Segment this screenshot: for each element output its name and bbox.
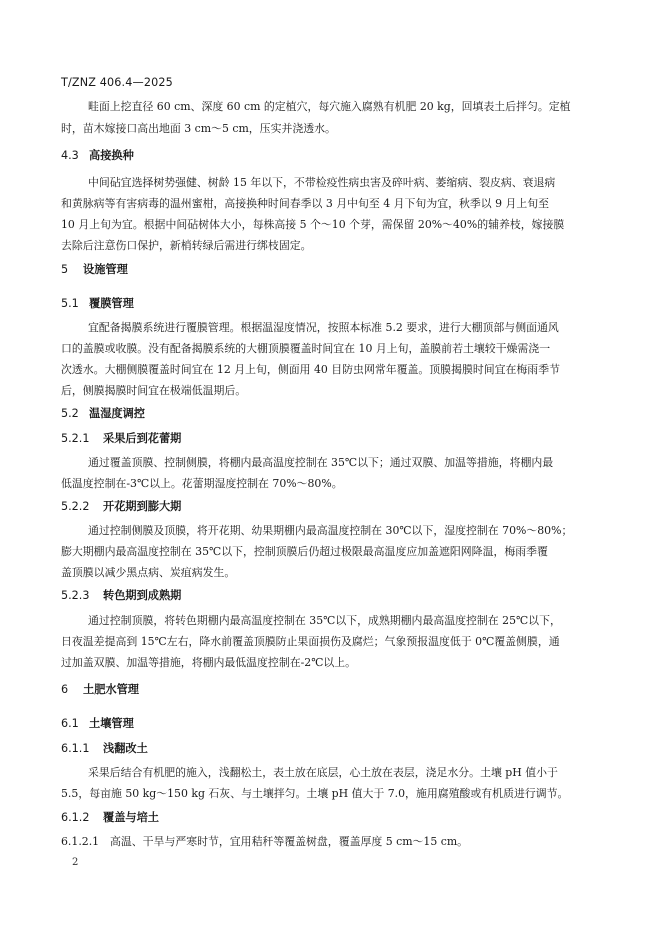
paragraph-line: 过加盖双膜、加温等措施，将棚内最低温度控制在-2℃以上。 [61, 656, 357, 669]
heading-number: 6 [61, 683, 69, 696]
heading-title: 土壤管理 [89, 717, 134, 730]
paragraph-line: 时，苗木嫁接口高出地面 3 cm～5 cm，压实并浇透水。 [61, 122, 336, 135]
heading-number: 4.3 [61, 149, 79, 162]
paragraph-line: 中间砧宜选择树势强健、树龄 15 年以下，不带检疫性病虫害及碎叶病、萎缩病、裂皮病、衰退病 [88, 176, 556, 189]
paragraph-line: 通过控制侧膜及顶膜，将开花期、幼果期棚内最高温度控制在 30℃以下，湿度控制在 70%～80%； [88, 524, 573, 537]
paragraph-line: 去除后注意伤口保护，新梢转绿后需进行绑枝固定。 [61, 239, 312, 252]
heading-5 [61, 263, 128, 277]
paragraph-line: 次透水。大棚侧膜覆盖时间宜在 12 月上旬，侧面用 40 目防虫网常年覆盖。顶膜揭膜时间宜在梅雨季节 [61, 363, 560, 376]
heading-title: 转色期到成熟期 [103, 589, 182, 602]
heading-number: 6.1 [61, 717, 79, 730]
paragraph-line: 10 月上旬为宜。根据中间砧树体大小，每株高接 5 个～10 个芽，需保留 20%～40%的辅养枝，嫁接膜 [61, 218, 565, 231]
heading-number: 6.1.1 [61, 742, 90, 755]
heading-5-2 [61, 407, 145, 421]
page-number: 2 [72, 857, 79, 868]
paragraph-line: 盖顶膜以减少黑点病、炭疽病发生。 [61, 566, 236, 579]
heading-number: 5.2.2 [61, 500, 90, 513]
heading-6-1-2 [61, 811, 159, 825]
heading-title: 设施管理 [83, 263, 128, 276]
paragraph-line: 后，侧膜揭膜时间宜在极端低温期后。 [61, 384, 247, 397]
paragraph-line: 和黄脉病等有害病毒的温州蜜柑，高接换种时间春季以 3 月中旬至 4 月下旬为宜，秋季以 9 月上旬至 [61, 197, 550, 210]
heading-title: 温湿度调控 [89, 407, 145, 420]
paragraph-line: 膨大期棚内最高温度控制在 35℃以下，控制顶膜后仍超过极限最高温度应加盖遮阳网降温，梅雨季覆 [61, 545, 548, 558]
heading-title: 开花期到膨大期 [103, 500, 182, 513]
heading-5-2-3 [61, 589, 181, 603]
heading-number: 5.2.1 [61, 432, 90, 445]
heading-title: 采果后到花蕾期 [103, 432, 182, 445]
heading-5-2-1 [61, 432, 181, 446]
paragraph-line: 通过覆盖顶膜、控制侧膜，将棚内最高温度控制在 35℃以下；通过双膜、加温等措施，将棚内最 [88, 456, 554, 469]
heading-title: 浅翻改土 [103, 742, 148, 755]
heading-number: 6.1.2 [61, 811, 90, 824]
heading-title: 覆盖与培土 [103, 811, 159, 824]
paragraph-line: 口的盖膜或收膜。没有配备揭膜系统的大棚顶膜覆盖时间宜在 10 月上旬，盖膜前若土壤较干燥需浇一 [61, 342, 551, 355]
heading-number: 5 [61, 263, 69, 276]
paragraph-line: 通过控制顶膜，将转色期棚内最高温度控制在 35℃以下，成熟期棚内最高温度控制在 25℃以下， [88, 614, 561, 627]
heading-6-1 [61, 717, 134, 731]
heading-5-2-2 [61, 500, 181, 514]
paragraph-line: 宜配备揭膜系统进行覆膜管理。根据温湿度情况，按照本标准 5.2 要求，进行大棚顶部与侧面通风 [88, 321, 559, 334]
heading-number: 5.2 [61, 407, 79, 420]
paragraph-line: 采果后结合有机肥的施入，浅翻松土，表土放在底层，心土放在表层，浇足水分。土壤 pH 值小于 [88, 766, 558, 779]
heading-title: 高接换种 [89, 149, 134, 162]
standard-number: T/ZNZ 406.4—2025 [61, 76, 173, 89]
heading-number: 5.2.3 [61, 589, 90, 602]
heading-6-1-1 [61, 742, 148, 756]
heading-5-1 [61, 297, 134, 311]
paragraph-line: 低温度控制在-3℃以上。花蕾期湿度控制在 70%～80%。 [61, 477, 343, 490]
paragraph-line: 畦面上挖直径 60 cm、深度 60 cm 的定植穴，每穴施入腐熟有机肥 20 kg，回填表土后拌匀。定植 [88, 100, 571, 113]
heading-4-3 [61, 149, 134, 163]
heading-number: 5.1 [61, 297, 79, 310]
heading-title: 覆膜管理 [89, 297, 134, 310]
heading-6 [61, 683, 139, 697]
paragraph-line: 日夜温差提高到 15℃左右，降水前覆盖顶膜防止果面损伤及腐烂；气象预报温度低于 0℃覆盖侧膜，通 [61, 635, 560, 648]
paragraph-line: 5.5，每亩施 50 kg～150 kg 石灰、与土壤拌匀。土壤 pH 值大于 7.0，施用腐殖酸或有机质进行调节。 [61, 787, 569, 800]
clause-line: 6.1.2.1 高温、干旱与严寒时节，宜用秸秆等覆盖树盘，覆盖厚度 5 cm～15 cm。 [61, 835, 469, 848]
heading-title: 土肥水管理 [83, 683, 139, 696]
